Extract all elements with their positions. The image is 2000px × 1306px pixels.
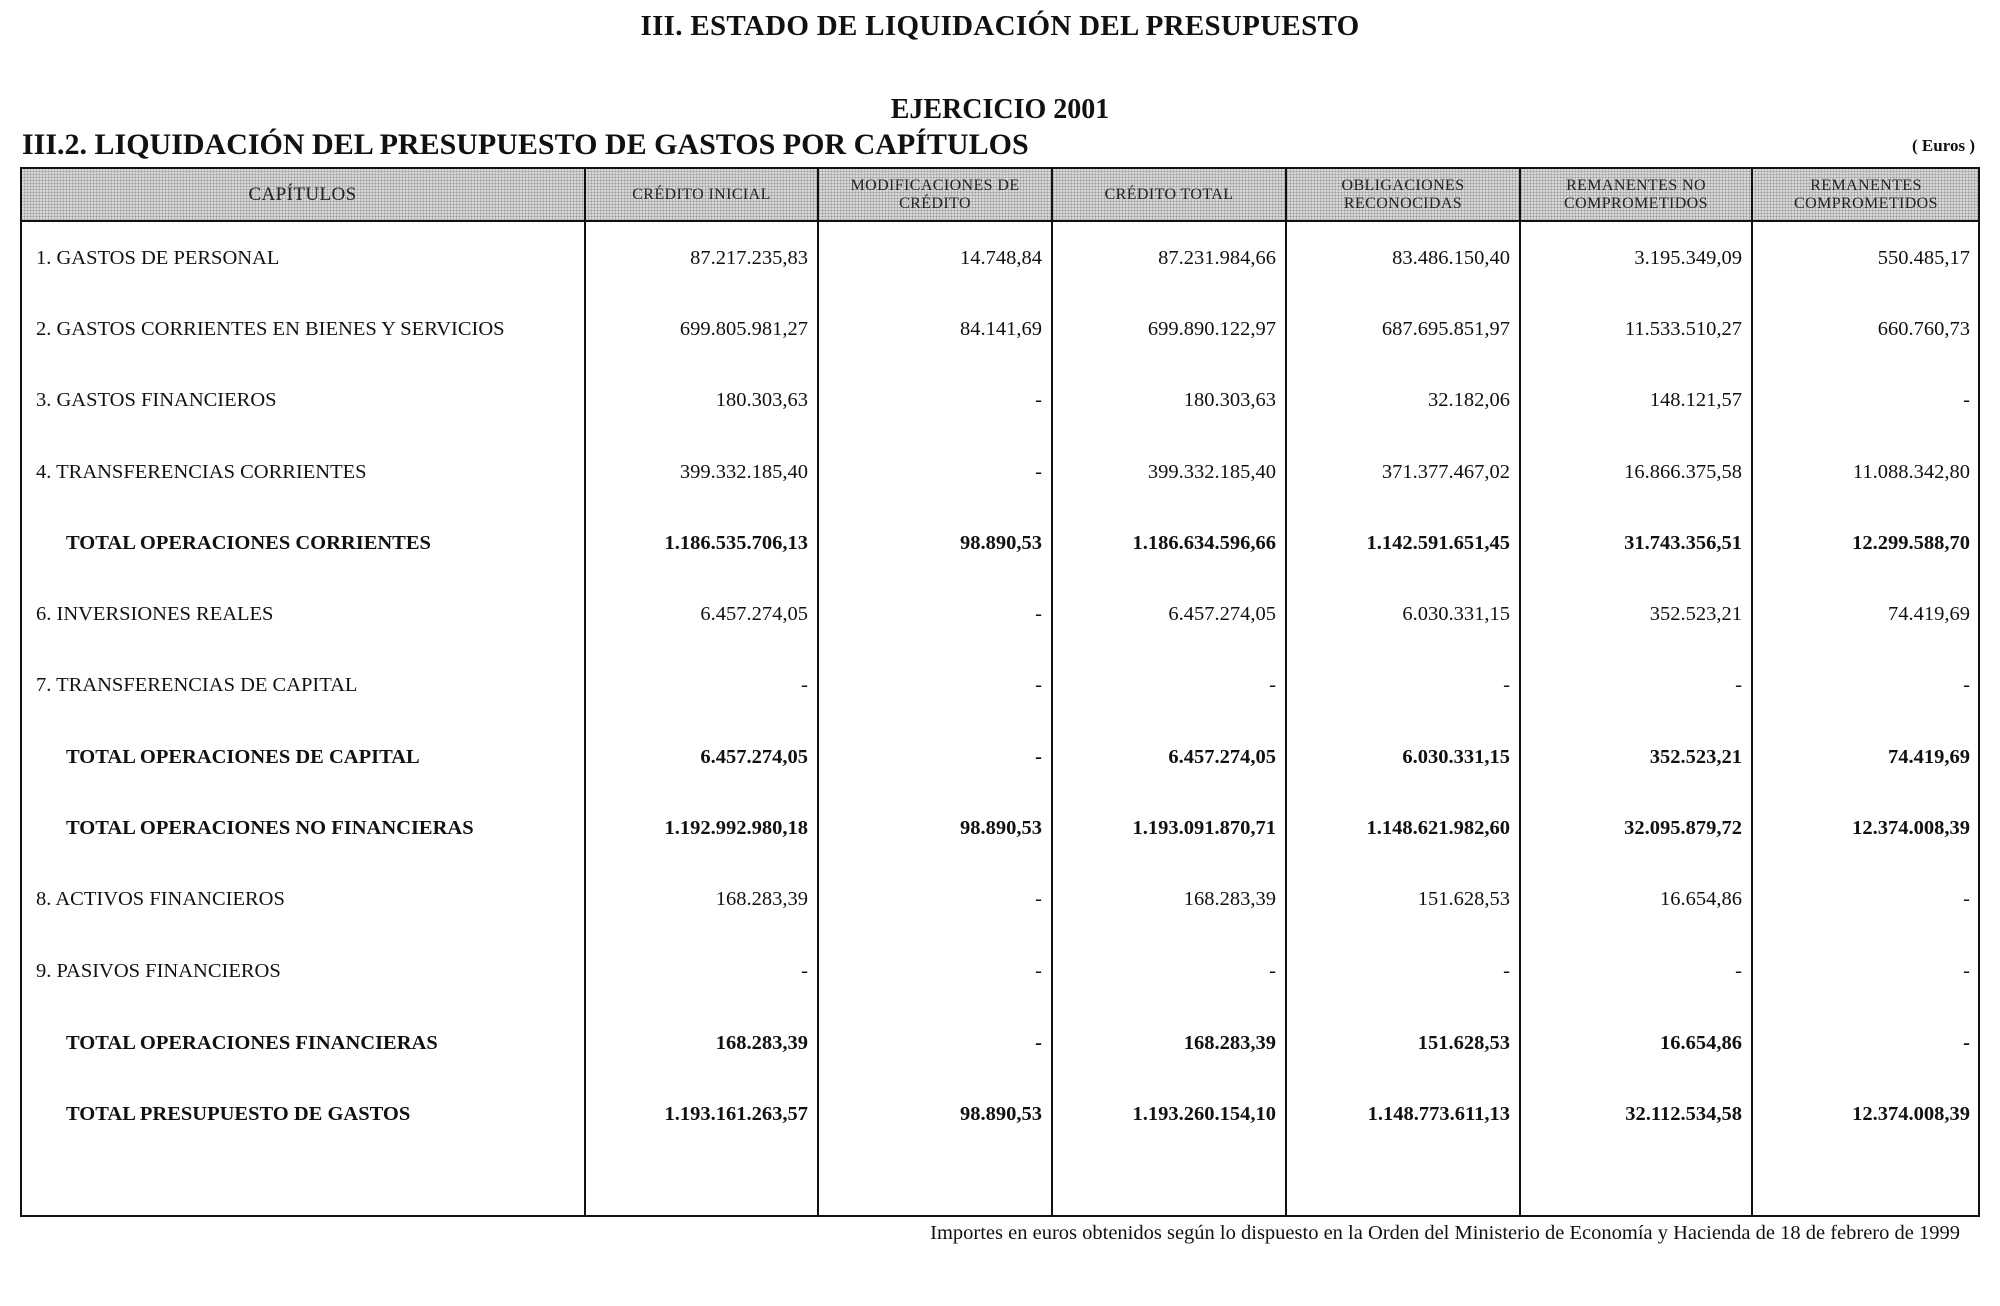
cell-credito-inicial: -	[801, 960, 808, 982]
row-label: 3. GASTOS FINANCIEROS	[36, 389, 277, 411]
cell-credito-inicial: 168.283,39	[715, 888, 808, 910]
cell-obligaciones-reconocidas: 6.030.331,15	[1402, 746, 1510, 768]
cell-credito-total: 180.303,63	[1183, 389, 1276, 411]
cell-remanentes-no-comprometidos: 11.533.510,27	[1624, 318, 1742, 340]
row-label: TOTAL OPERACIONES DE CAPITAL	[66, 746, 420, 768]
cell-modificaciones-de-credito: -	[1035, 389, 1042, 411]
column-header-remanentes-comprometidos: REMANENTES COMPROMETIDOS	[1794, 176, 1938, 212]
cell-remanentes-no-comprometidos: 16.654,86	[1660, 888, 1742, 910]
cell-modificaciones-de-credito: 84.141,69	[960, 318, 1042, 340]
table-total-row	[20, 808, 1980, 848]
table-row	[20, 951, 1980, 991]
fiscal-year-subtitle: EJERCICIO 2001	[890, 94, 1110, 125]
cell-obligaciones-reconocidas: 151.628,53	[1417, 888, 1510, 910]
cell-remanentes-comprometidos: 12.299.588,70	[1852, 532, 1970, 554]
table-row	[20, 594, 1980, 634]
table-row	[20, 238, 1980, 278]
row-label: 1. GASTOS DE PERSONAL	[36, 247, 280, 269]
cell-obligaciones-reconocidas: 32.182,06	[1428, 389, 1510, 411]
cell-remanentes-comprometidos: 550.485,17	[1877, 247, 1970, 269]
cell-obligaciones-reconocidas: 83.486.150,40	[1392, 247, 1510, 269]
cell-credito-inicial: 1.186.535.706,13	[664, 532, 808, 554]
table-total-row	[20, 737, 1980, 777]
row-label: 6. INVERSIONES REALES	[36, 603, 274, 625]
main-title: III. ESTADO DE LIQUIDACIÓN DEL PRESUPUESTO	[640, 10, 1360, 42]
cell-credito-total: 399.332.185,40	[1147, 461, 1276, 483]
section-title: III.2. LIQUIDACIÓN DEL PRESUPUESTO DE GASTOS POR CAPÍTULOS	[22, 128, 1029, 161]
cell-modificaciones-de-credito: -	[1035, 603, 1042, 625]
cell-credito-inicial: 1.193.161.263,57	[664, 1103, 808, 1125]
cell-obligaciones-reconocidas: 1.142.591.651,45	[1366, 532, 1510, 554]
cell-remanentes-comprometidos: 12.374.008,39	[1852, 817, 1970, 839]
cell-modificaciones-de-credito: -	[1035, 674, 1042, 696]
cell-remanentes-no-comprometidos: 32.095.879,72	[1624, 817, 1742, 839]
table-row	[20, 665, 1980, 705]
cell-remanentes-comprometidos: 12.374.008,39	[1852, 1103, 1970, 1125]
cell-credito-inicial: 399.332.185,40	[679, 461, 808, 483]
table-total-row	[20, 523, 1980, 563]
currency-units: ( Euros )	[1912, 136, 1975, 155]
row-label: 7. TRANSFERENCIAS DE CAPITAL	[36, 674, 358, 696]
cell-credito-inicial: 6.457.274,05	[700, 746, 808, 768]
column-header-modificaciones-de-credito: MODIFICACIONES DE CRÉDITO	[850, 176, 1020, 212]
cell-modificaciones-de-credito: -	[1035, 746, 1042, 768]
cell-credito-total: -	[1269, 960, 1276, 982]
cell-remanentes-no-comprometidos: 32.112.534,58	[1625, 1103, 1742, 1125]
footnote: Importes en euros obtenidos según lo dispuesto en la Orden del Ministerio de Economía y Hacienda de 18 de febrero de 1999	[930, 1222, 1960, 1244]
table-row	[20, 452, 1980, 492]
cell-remanentes-comprometidos: -	[1963, 888, 1970, 910]
cell-credito-total: 168.283,39	[1183, 1032, 1276, 1054]
cell-remanentes-no-comprometidos: -	[1735, 960, 1742, 982]
cell-credito-total: 6.457.274,05	[1168, 603, 1276, 625]
cell-remanentes-no-comprometidos: 352.523,21	[1649, 746, 1742, 768]
cell-credito-total: 1.186.634.596,66	[1132, 532, 1276, 554]
cell-remanentes-no-comprometidos: 16.866.375,58	[1624, 461, 1742, 483]
cell-modificaciones-de-credito: 98.890,53	[960, 817, 1042, 839]
column-header-credito-inicial: CRÉDITO INICIAL	[632, 185, 771, 203]
cell-remanentes-comprometidos: 74.419,69	[1888, 746, 1970, 768]
table-row	[20, 309, 1980, 349]
table-row	[20, 879, 1980, 919]
cell-modificaciones-de-credito: 98.890,53	[960, 1103, 1042, 1125]
cell-modificaciones-de-credito: -	[1035, 960, 1042, 982]
cell-credito-total: 1.193.260.154,10	[1132, 1103, 1276, 1125]
cell-remanentes-no-comprometidos: 148.121,57	[1649, 389, 1742, 411]
cell-obligaciones-reconocidas: 1.148.621.982,60	[1366, 817, 1510, 839]
cell-remanentes-comprometidos: 11.088.342,80	[1852, 461, 1970, 483]
cell-obligaciones-reconocidas: 1.148.773.611,13	[1367, 1103, 1510, 1125]
cell-credito-inicial: 1.192.992.980,18	[664, 817, 808, 839]
cell-credito-total: 6.457.274,05	[1168, 746, 1276, 768]
cell-remanentes-comprometidos: -	[1963, 674, 1970, 696]
cell-obligaciones-reconocidas: 6.030.331,15	[1402, 603, 1510, 625]
row-label: 8. ACTIVOS FINANCIEROS	[36, 888, 285, 910]
column-header-obligaciones-reconocidas: OBLIGACIONES RECONOCIDAS	[1341, 176, 1465, 212]
cell-modificaciones-de-credito: 98.890,53	[960, 532, 1042, 554]
cell-remanentes-no-comprometidos: 352.523,21	[1649, 603, 1742, 625]
column-header-credito-total: CRÉDITO TOTAL	[1104, 185, 1234, 203]
row-label: TOTAL PRESUPUESTO DE GASTOS	[66, 1103, 411, 1125]
column-header-remanentes-no-comprometidos: REMANENTES NO COMPROMETIDOS	[1564, 176, 1708, 212]
cell-remanentes-no-comprometidos: 3.195.349,09	[1634, 247, 1742, 269]
column-header-capitulos: CAPÍTULOS	[248, 183, 357, 205]
cell-remanentes-comprometidos: 74.419,69	[1888, 603, 1970, 625]
table-total-row	[20, 1094, 1980, 1134]
row-label: TOTAL OPERACIONES FINANCIERAS	[66, 1032, 438, 1054]
cell-remanentes-comprometidos: -	[1963, 1032, 1970, 1054]
cell-credito-total: 699.890.122,97	[1147, 318, 1276, 340]
cell-credito-total: 1.193.091.870,71	[1132, 817, 1276, 839]
cell-remanentes-comprometidos: -	[1963, 960, 1970, 982]
cell-obligaciones-reconocidas: 687.695.851,97	[1381, 318, 1510, 340]
cell-obligaciones-reconocidas: 151.628,53	[1417, 1032, 1510, 1054]
row-label: TOTAL OPERACIONES CORRIENTES	[66, 532, 431, 554]
cell-credito-total: 87.231.984,66	[1158, 247, 1276, 269]
cell-credito-inicial: 180.303,63	[715, 389, 808, 411]
row-label: 9. PASIVOS FINANCIEROS	[36, 960, 281, 982]
table-total-row	[20, 1023, 1980, 1063]
cell-credito-inicial: -	[801, 674, 808, 696]
cell-credito-total: -	[1269, 674, 1276, 696]
cell-remanentes-no-comprometidos: 16.654,86	[1660, 1032, 1742, 1054]
cell-credito-inicial: 168.283,39	[715, 1032, 808, 1054]
cell-obligaciones-reconocidas: 371.377.467,02	[1381, 461, 1510, 483]
cell-modificaciones-de-credito: -	[1035, 461, 1042, 483]
cell-obligaciones-reconocidas: -	[1503, 674, 1510, 696]
cell-credito-inicial: 87.217.235,83	[690, 247, 808, 269]
cell-remanentes-no-comprometidos: -	[1735, 674, 1742, 696]
row-label: 2. GASTOS CORRIENTES EN BIENES Y SERVICIOS	[36, 318, 505, 340]
cell-modificaciones-de-credito: -	[1035, 1032, 1042, 1054]
cell-obligaciones-reconocidas: -	[1503, 960, 1510, 982]
row-label: TOTAL OPERACIONES NO FINANCIERAS	[66, 817, 474, 839]
cell-modificaciones-de-credito: -	[1035, 888, 1042, 910]
cell-modificaciones-de-credito: 14.748,84	[960, 247, 1042, 269]
cell-remanentes-comprometidos: -	[1963, 389, 1970, 411]
cell-remanentes-no-comprometidos: 31.743.356,51	[1624, 532, 1742, 554]
cell-credito-inicial: 6.457.274,05	[700, 603, 808, 625]
cell-credito-total: 168.283,39	[1183, 888, 1276, 910]
table-row	[20, 380, 1980, 420]
cell-remanentes-comprometidos: 660.760,73	[1877, 318, 1970, 340]
cell-credito-inicial: 699.805.981,27	[679, 318, 808, 340]
row-label: 4. TRANSFERENCIAS CORRIENTES	[36, 461, 367, 483]
